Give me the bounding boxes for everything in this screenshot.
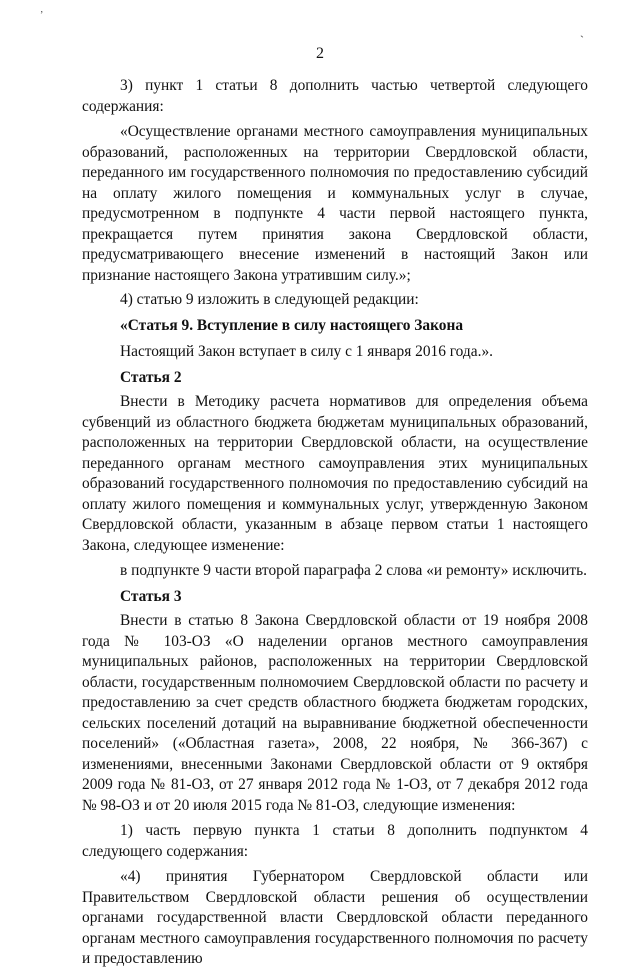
document-body: [82, 76, 588, 973]
heading-article-9: «Статья 9. Вступление в силу настоящего Закона: [120, 316, 464, 334]
page-number: 2: [316, 45, 324, 62]
scan-mark-right: ˋ: [580, 33, 584, 47]
paragraph-item-1: 1) часть первую пункта 1 статьи 8 дополнить подпунктом 4 следующего содержания:: [82, 822, 588, 860]
heading-article-2: Статья 2: [120, 368, 182, 386]
paragraph-quoted-part-four: «Осуществление органами местного самоуправления муниципальных образований, расположенных на территории Свердловской области, переданного им государственного полномочия по предоставлению субсидий на оплату жилого помещения и коммунальных услуг в случае, предусмотренном в подпункте 4 части первой настоящего пункта, прекращается путем принятия закона Свердловской области, предусматривающего внесение изменений в настоящий Закон или признание настоящего Закона утратившим силу.»;: [82, 123, 588, 284]
paragraph-law-amendments: Внести в статью 8 Закона Свердловской области от 19 ноября 2008 года № 103-ОЗ «О наделении органов местного самоуправления муниципальных районов, расположенных на территории Свердловской области, государственным полномочием Свердловской области по расчету и предоставлению за счет средств областного бюджета бюджетам городских, сельских поселений дотаций на выравнивание бюджетной обеспеченности поселений» («Областная газета», 2008, 22 ноября, № 366-367) с изменениями, внесенными Законами Свердловской области от 9 октября 2009 года № 81-ОЗ, от 27 января 2012 года № 1-ОЗ, от 7 декабря 2012 года № 98-ОЗ и от 20 июля 2015 года № 81-ОЗ, следующие изменения:: [82, 612, 588, 814]
paragraph-quoted-subitem-4: «4) принятия Губернатором Свердловской области или Правительством Свердловской области решения об осуществлении органами государственной власти Свердловской области переданного органам местного самоуправления государственного полномочия по расчету и предоставлению: [82, 868, 588, 967]
paragraph-subparagraph-9: в подпункте 9 части второй параграфа 2 слова «и ремонту» исключить.: [120, 562, 588, 579]
paragraph-item-3: 3) пункт 1 статьи 8 дополнить частью четвертой следующего содержания:: [82, 77, 588, 115]
paragraph-methodology-change: Внести в Методику расчета нормативов для определения объема субвенций из областного бюджета бюджетам муниципальных образований, расположенных на территории Свердловской области, на осуществление переданного органам местного самоуправления этих муниципальных образований государственного полномочия по предоставлению субсидий на оплату жилого помещения и коммунальных услуг, утвержденную Законом Свердловской области, указанным в абзаце первом статьи 1 настоящего Закона, следующее изменение:: [82, 393, 588, 554]
heading-article-3: Статья 3: [120, 587, 182, 605]
scan-mark-left: ’: [40, 10, 44, 21]
paragraph-item-4: 4) статью 9 изложить в следующей редакции:: [120, 291, 419, 308]
paragraph-effective-date: Настоящий Закон вступает в силу с 1 января 2016 года.».: [120, 343, 493, 360]
